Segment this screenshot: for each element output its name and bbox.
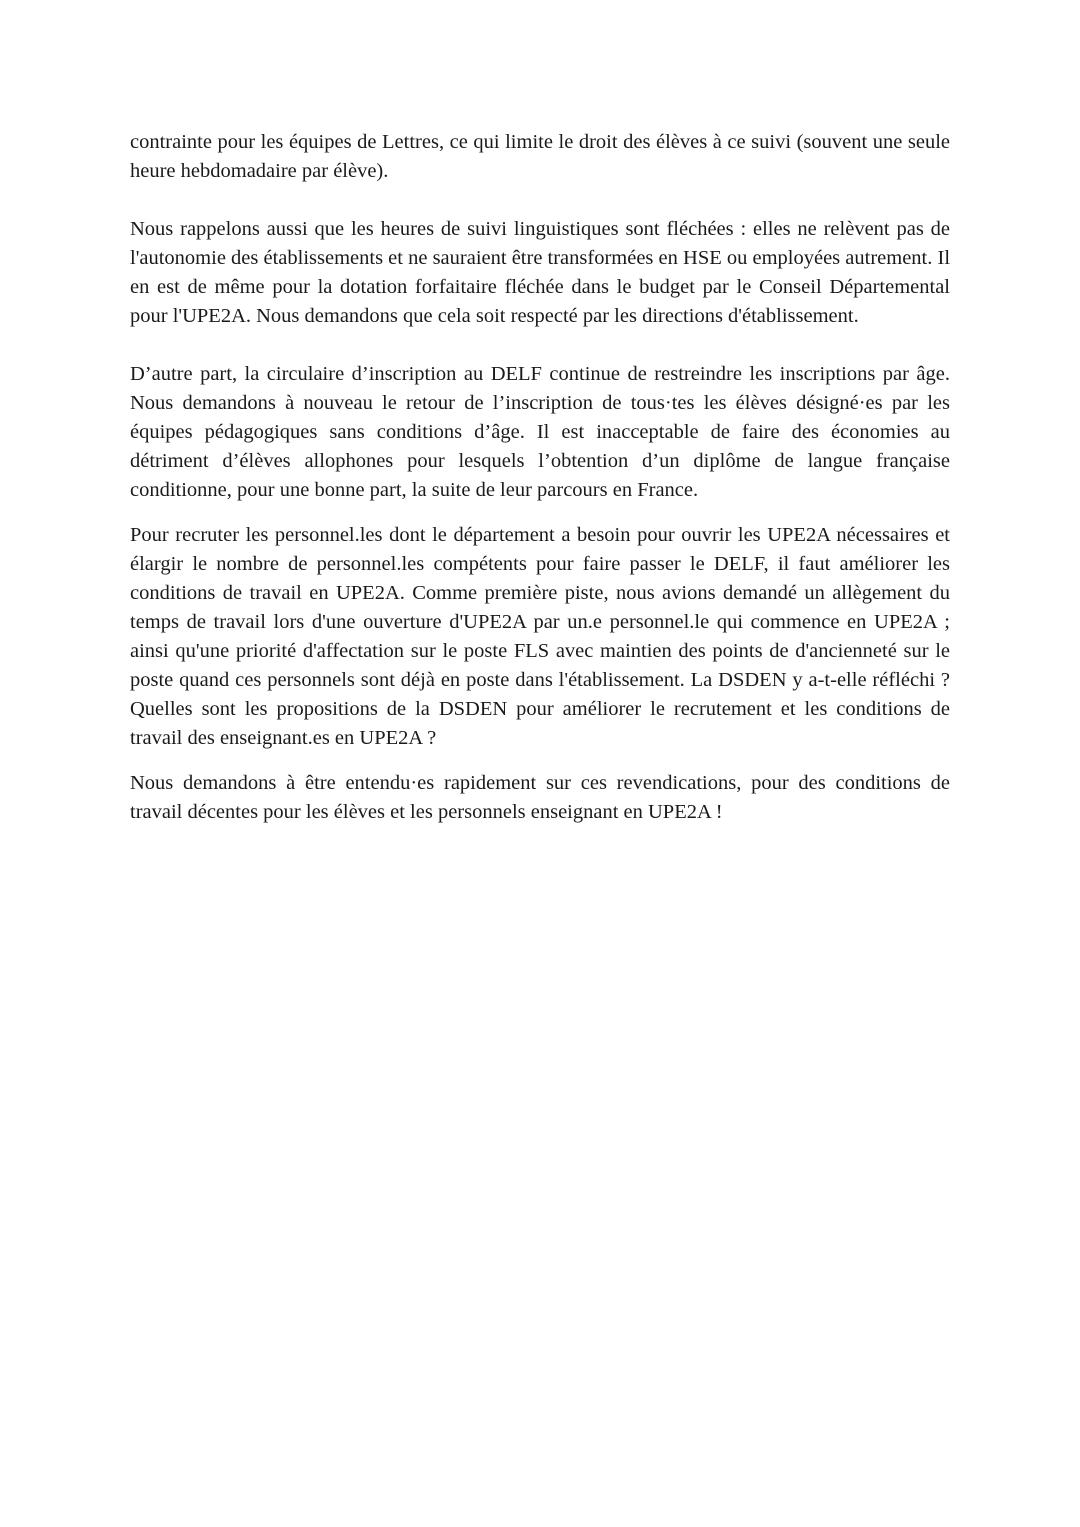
document-body [130, 128, 950, 827]
paragraph-demande-audience: Nous demandons à être entendu·es rapidement sur ces revendications, pour des conditions de travail décentes pour les élèves et les personnels enseignant en UPE2A ! [130, 772, 950, 823]
paragraph-delf-inscription: D’autre part, la circulaire d’inscription au DELF continue de restreindre les inscriptions par âge. Nous demandons à nouveau le retour de l’inscription de tous·tes les élèves désigné·es par les équipes pédagogiques sans conditions d’âge. Il est inacceptable de faire des économies au détriment d’élèves allophones pour lesquels l’obtention d’un diplôme de langue française conditionne, pour une bonne part, la suite de leur parcours en France. [130, 363, 950, 501]
paragraph-recrutement-personnels: Pour recruter les personnel.les dont le département a besoin pour ouvrir les UPE2A nécessaires et élargir le nombre de personnel.les compétents pour faire passer le DELF, il faut améliorer les conditions de travail en UPE2A. Comme première piste, nous avions demandé un allègement du temps de travail lors d'une ouverture d'UPE2A par un.e personnel.le qui commence en UPE2A ; ainsi qu'une priorité d'affectation sur le poste FLS avec maintien des points de d'ancienneté sur le poste quand ces personnels sont déjà en poste dans l'établissement. La DSDEN y a-t-elle réfléchi ? Quelles sont les propositions de la DSDEN pour améliorer le recrutement et les conditions de travail des enseignant.es en UPE2A ? [130, 524, 950, 749]
paragraph-suivi-linguistique-continuation: contrainte pour les équipes de Lettres, ce qui limite le droit des élèves à ce suivi (souvent une seule heure hebdomadaire par élève). [130, 131, 950, 182]
paragraph-heures-flechees: Nous rappelons aussi que les heures de suivi linguistiques sont fléchées : elles ne relèvent pas de l'autonomie des établissements et ne sauraient être transformées en HSE ou employées autrement. Il en est de même pour la dotation forfaitaire fléchée dans le budget par le Conseil Départemental pour l'UPE2A. Nous demandons que cela soit respecté par les directions d'établissement. [130, 218, 951, 327]
